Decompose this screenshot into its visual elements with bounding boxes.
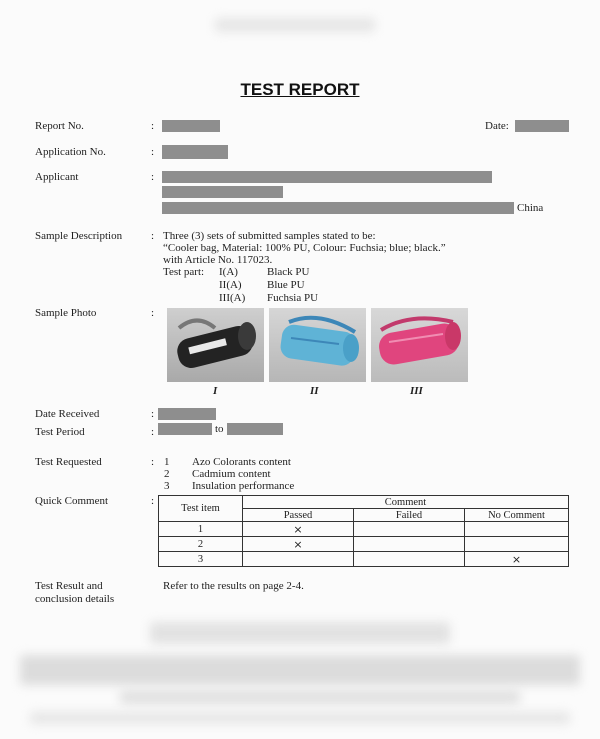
- photo-caption: III: [410, 385, 423, 397]
- passed-cell: [243, 552, 354, 567]
- failed-cell: [354, 537, 465, 552]
- no-comment-cell: [465, 537, 569, 552]
- sample-description-line: with Article No. 117023.: [163, 254, 273, 266]
- test-requested-label: Test Requested: [35, 456, 102, 468]
- sample-photo-black-bag: [167, 308, 264, 382]
- colon: :: [151, 456, 155, 468]
- test-period-label: Test Period: [35, 426, 85, 438]
- quick-comment-label: Quick Comment: [35, 495, 109, 507]
- test-item-header: Test item: [159, 496, 243, 522]
- quick-comment-table: [158, 495, 569, 567]
- colon: :: [151, 307, 155, 319]
- test-item-cell: 2: [159, 537, 243, 552]
- test-result-label: Test Result and: [35, 580, 103, 592]
- page-title: TEST REPORT: [240, 80, 360, 99]
- test-item-cell: 1: [159, 522, 243, 537]
- blurred-footer-line: [120, 690, 520, 704]
- test-result-label: conclusion details: [35, 593, 115, 605]
- test-part-label: Test part:: [163, 266, 205, 278]
- blurred-footer-line: [30, 712, 570, 724]
- passed-mark: ×: [243, 537, 354, 552]
- colon: :: [151, 171, 155, 183]
- test-part-id: II(A): [219, 279, 242, 291]
- failed-cell: [354, 522, 465, 537]
- colon: :: [151, 495, 155, 507]
- no-comment-header: No Comment: [465, 509, 569, 522]
- photo-caption: I: [213, 385, 218, 397]
- no-comment-mark: ×: [465, 552, 569, 567]
- photo-caption: II: [310, 385, 319, 397]
- report-no-label: Report No.: [35, 120, 84, 132]
- blurred-signature: [20, 655, 580, 685]
- redacted-application-no: [162, 145, 228, 159]
- test-part-id: III(A): [219, 292, 246, 304]
- test-part-desc: Black PU: [267, 266, 310, 278]
- blurred-header: [215, 18, 375, 32]
- redacted-test-period-start: [158, 423, 212, 435]
- failed-cell: [354, 552, 465, 567]
- colon: :: [151, 426, 155, 438]
- sample-photo-blue-bag: [269, 308, 366, 382]
- blurred-footer: [150, 622, 450, 644]
- applicant-country: China: [517, 202, 544, 214]
- colon: :: [151, 408, 155, 420]
- no-comment-cell: [465, 522, 569, 537]
- redacted-test-period-end: [227, 423, 283, 435]
- sample-description-label: Sample Description: [35, 230, 123, 242]
- failed-header: Failed: [354, 509, 465, 522]
- date-label: Date:: [485, 120, 509, 132]
- redacted-date: [515, 120, 569, 132]
- passed-header: Passed: [243, 509, 354, 522]
- test-name: Azo Colorants content: [192, 456, 291, 468]
- colon: :: [151, 120, 155, 132]
- test-name: Insulation performance: [192, 480, 295, 492]
- test-item-cell: 3: [159, 552, 243, 567]
- sample-description-line: Three (3) sets of submitted samples stated to be:: [163, 230, 376, 242]
- applicant-label: Applicant: [35, 171, 79, 183]
- redacted-report-no: [162, 120, 220, 132]
- table-row: [159, 552, 569, 567]
- test-period-to: to: [215, 423, 224, 435]
- colon: :: [151, 146, 155, 158]
- table-row: [159, 537, 569, 552]
- test-name: Cadmium content: [192, 468, 271, 480]
- passed-mark: ×: [243, 522, 354, 537]
- test-part-desc: Blue PU: [267, 279, 305, 291]
- comment-header: Comment: [243, 496, 569, 509]
- test-number: 1: [164, 456, 170, 468]
- sample-photo-label: Sample Photo: [35, 307, 97, 319]
- test-part-desc: Fuchsia PU: [267, 292, 319, 304]
- date-received-label: Date Received: [35, 408, 100, 420]
- sample-photo-fuchsia-bag: [371, 308, 468, 382]
- test-result-text: Refer to the results on page 2-4.: [163, 580, 304, 592]
- redacted-applicant-line1: [162, 171, 492, 183]
- redacted-applicant-line2: [162, 186, 283, 198]
- sample-description-line: “Cooler bag, Material: 100% PU, Colour: Fuchsia; blue; black.”: [163, 242, 446, 254]
- test-number: 2: [164, 468, 170, 480]
- redacted-applicant-line3: [162, 202, 514, 214]
- redacted-date-received: [158, 408, 216, 420]
- test-part-id: I(A): [219, 266, 238, 278]
- table-row: [159, 522, 569, 537]
- colon: :: [151, 230, 155, 242]
- application-no-label: Application No.: [35, 146, 106, 158]
- test-number: 3: [164, 480, 170, 492]
